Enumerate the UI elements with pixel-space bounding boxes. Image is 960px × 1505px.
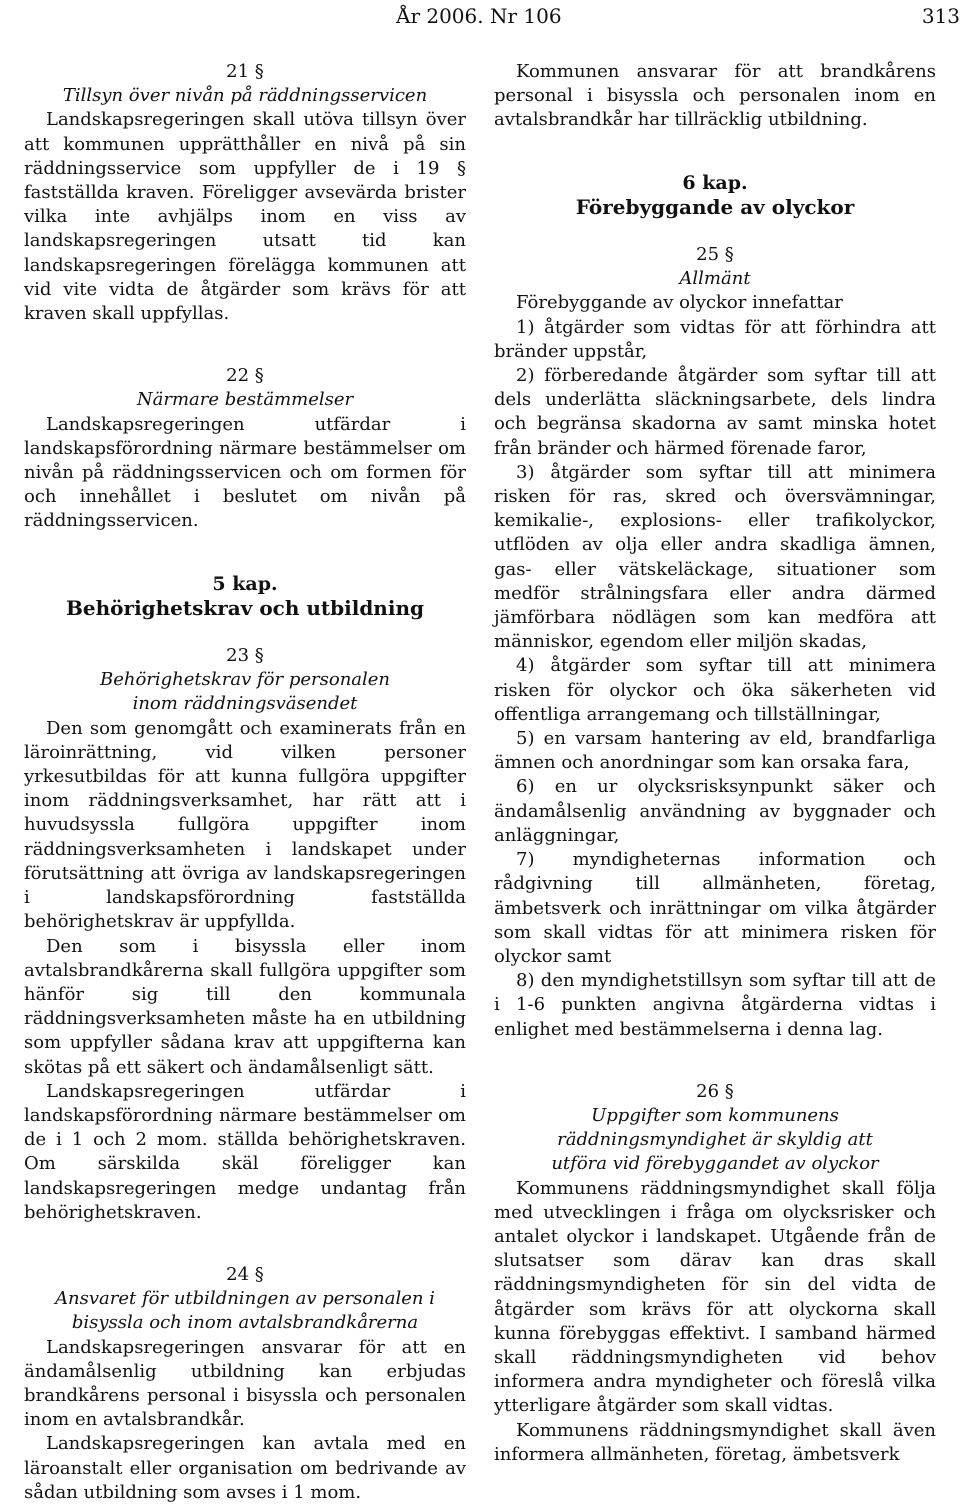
header-title: År 2006. Nr 106 — [396, 4, 562, 28]
section-22-number: 22 § — [226, 365, 264, 387]
chapter-5-title: Behörighetskrav och utbildning — [66, 595, 424, 620]
section-23-paragraph-2: Den som i bisyssla eller inom avtalsbrandkårerna skall fullgöra uppgifter som hänför sig till den kommunala räddningsverksamheten måste ha en utbildning som uppfyller sådana krav att uppgifterna kan skötas på ett säkert och ändamålsenligt sätt. — [24, 935, 466, 1078]
section-21-number: 21 § — [226, 61, 264, 82]
list-item: 3) åtgärder som syftar till att minimera risken för ras, skred och översvämningar, kemikalie-, explosions- eller trafikolyckor, utflöden av olja eller andra skadliga ämnen, gas- eller vätskeläckage, situationer som medför strålningsfara eller andra därmed jämförbara nödlägen som kan medföra att människor, egendom eller miljön skadas, — [494, 461, 936, 653]
running-header — [0, 0, 960, 32]
list-item: 6) en ur olycksrisksynpunkt säker och ändamålsenlig användning av byggnader och anläggningar, — [494, 776, 936, 846]
section-24-title-line2: bisyssla och inom avtalsbrandkårerna — [71, 1312, 419, 1334]
section-21-paragraph: Landskapsregeringen skall utöva tillsyn över att kommunen upprätthåller en nivå på sin räddningsservice som uppfyller de i 19 § fastställda kraven. Föreligger avsevärda brister vilka inte avhjälps inom en viss av landskapsregeringen utsatt tid kan landskapsregeringen förelägga kommunen att vid vite vidta de åtgärder som krävs för att kraven skall uppfyllas. — [24, 109, 466, 325]
section-25-intro: Förebyggande av olyckor innefattar — [516, 292, 843, 314]
section-26-paragraph-2: Kommunens räddningsmyndighet skall även informera allmänheten, företag, ämbetsverk — [494, 1419, 936, 1465]
section-24-paragraph-2: Landskapsregeringen kan avtala med en läroanstalt eller organisation om bedrivande av sådan utbildning som avses i 1 mom. — [24, 1433, 466, 1503]
section-22-title: Närmare bestämmelser — [136, 389, 354, 411]
section-25-title: Allmänt — [679, 268, 751, 290]
page-number: 313 — [921, 4, 960, 28]
section-26-title-line3: utföra vid förebyggandet av olyckor — [551, 1153, 879, 1175]
section-24-paragraph-1: Landskapsregeringen ansvarar för att en ändamålsenlig utbildning kan erbjudas brandkårens personal i bisyssla och personalen inom en avtalsbrandkår. — [24, 1336, 466, 1431]
list-item: 2) förberedande åtgärder som syftar till att dels underlätta släckningsarbete, dels lindra och begränsa skadorna av samt minska hotet från bränder och härmed förenade faror, — [494, 365, 936, 459]
section-26-title-line2: räddningsmyndighet är skyldig att — [557, 1129, 873, 1151]
section-24-continued-paragraph: Kommunen ansvarar för att brandkårens personal i bisyssla och personalen inom en avtalsbrandkår har tillräcklig utbildning. — [494, 61, 936, 131]
chapter-6-number: 6 kap. — [682, 171, 748, 194]
section-26-number: 26 § — [696, 1080, 734, 1102]
left-column — [24, 60, 466, 1505]
section-24-number: 24 § — [226, 1263, 264, 1285]
section-23-title-line2: inom räddningsväsendet — [132, 693, 358, 715]
section-23-title-line1: Behörighetskrav för personalen — [99, 669, 391, 691]
section-24-title-line1: Ansvaret för utbildningen av personalen i — [55, 1288, 435, 1310]
section-23-paragraph-1: Den som genomgått och examinerats från en läroinrättning, vid vilken personer yrkesutbildas för att kunna fullgöra uppgifter inom räddningsverksamhet, har rätt att i huvudsyssla fullgöra uppgifter inom räddningsverksamheten i landskapet under förutsättning att övriga av landskapsregeringen i landskapsförordning fastställda behörighetskrav är uppfyllda. — [24, 717, 466, 933]
list-item: 8) den myndighetstillsyn som syftar till att de i 1-6 punkten angivna åtgärderna vidtas i enlighet med bestämmelserna i denna lag. — [494, 970, 936, 1040]
list-item: 5) en varsam hantering av eld, brandfarliga ämnen och anordningar som kan orsaka fara, — [494, 728, 936, 774]
chapter-6-title: Förebyggande av olyckor — [575, 194, 855, 219]
section-22-paragraph: Landskapsregeringen utfärdar i landskapsförordning närmare bestämmelser om nivån på räddningsservicen och om formen för och innehållet i beslutet om nivån på räddningsservicen. — [24, 413, 466, 532]
section-26-paragraph-1: Kommunens räddningsmyndighet skall följa med utvecklingen i fråga om olycksrisker och antalet olyckor i landskapet. Utgående från de slutsatser som därav kan dras skall räddningsmyndigheten för sin del vidta de åtgärder som krävs för att olyckorna skall kunna förebyggas effektivt. I samband härmed skall räddningsmyndigheten vid behov informera andra myndigheter och föreslå vilka ytterligare åtgärder som skall vidtas. — [494, 1177, 936, 1417]
section-21-title: Tillsyn över nivån på räddningsservicen — [62, 85, 428, 107]
list-item: 7) myndigheternas information och rådgivning till allmänheten, företag, ämbetsverk och inrättningar om vilka åtgärder som skall vidtas för att minimera risken för olyckor samt — [494, 849, 936, 967]
section-25-number: 25 § — [696, 244, 734, 266]
list-item: 4) åtgärder som syftar till att minimera risken för olyckor och öka säkerheten vid offentliga arrangemang och tillställningar, — [494, 655, 936, 725]
section-23-number: 23 § — [226, 645, 264, 667]
right-column — [494, 60, 936, 1467]
list-item: 1) åtgärder som vidtas för att förhindra att bränder uppstår, — [494, 316, 936, 362]
section-23-paragraph-3: Landskapsregeringen utfärdar i landskapsförordning närmare bestämmelser om de i 1 och 2 mom. ställda behörighetskraven. Om särskilda skäl föreligger kan landskapsregeringen medge undantag från behörighetskraven. — [24, 1080, 466, 1223]
section-26-title-line1: Uppgifter som kommunens — [591, 1104, 839, 1126]
chapter-5-number: 5 kap. — [212, 572, 278, 595]
